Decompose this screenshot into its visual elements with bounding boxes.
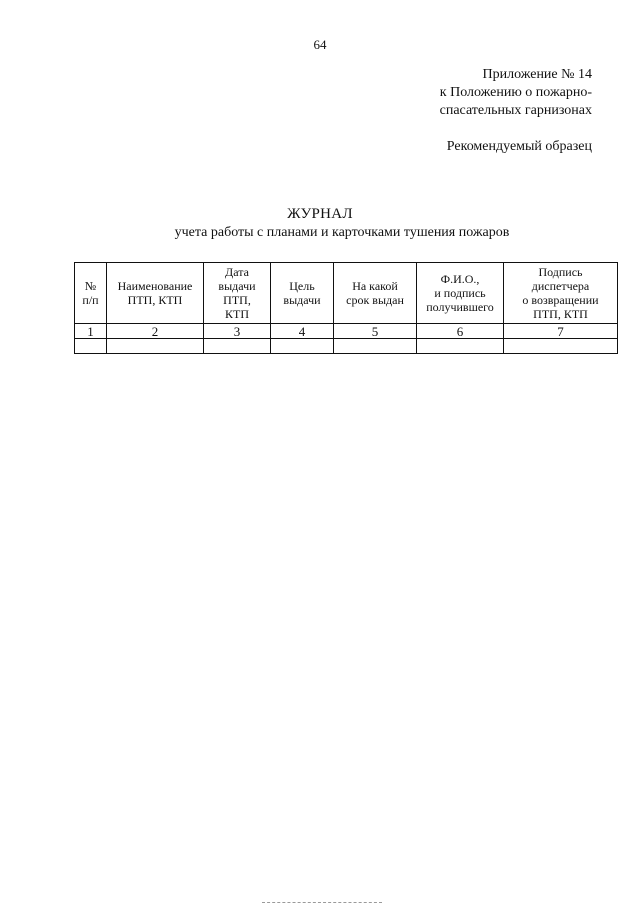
empty-cell	[417, 339, 504, 354]
empty-cell	[271, 339, 334, 354]
appendix-line-2: к Положению о пожарно-	[439, 85, 592, 100]
journal-table	[74, 262, 618, 354]
column-number: 2	[107, 324, 204, 339]
journal-subtitle: учета работы с планами и карточками тушения пожаров	[174, 225, 510, 240]
column-number: 3	[204, 324, 271, 339]
empty-cell	[204, 339, 271, 354]
scan-artifact-line	[262, 902, 382, 904]
empty-cell	[75, 339, 107, 354]
header-issue-date: Дата выдачи ПТП, КТП	[204, 263, 271, 324]
column-number-row	[75, 324, 618, 339]
appendix-line-1: Приложение № 14	[482, 67, 592, 82]
header-row	[75, 263, 618, 324]
appendix-line-3: спасательных гарнизонах	[439, 103, 592, 118]
empty-cell	[334, 339, 417, 354]
header-recipient: Ф.И.О., и подпись получившего	[417, 263, 504, 324]
empty-table-row	[75, 339, 618, 354]
appendix-block	[440, 66, 592, 120]
column-number: 1	[75, 324, 107, 339]
journal-title: ЖУРНАЛ	[287, 206, 353, 222]
recommended-sample-label: Рекомендуемый образец	[446, 139, 592, 154]
empty-cell	[504, 339, 618, 354]
column-number: 7	[504, 324, 618, 339]
empty-cell	[107, 339, 204, 354]
header-name: Наименование ПТП, КТП	[107, 263, 204, 324]
header-dispatcher-signature: Подпись диспетчера о возвращении ПТП, КТП	[504, 263, 618, 324]
page-number: 64	[313, 37, 327, 52]
header-purpose: Цель выдачи	[271, 263, 334, 324]
column-number: 5	[334, 324, 417, 339]
column-number: 6	[417, 324, 504, 339]
header-term: На какой срок выдан	[334, 263, 417, 324]
column-number: 4	[271, 324, 334, 339]
header-number: № п/п	[75, 263, 107, 324]
